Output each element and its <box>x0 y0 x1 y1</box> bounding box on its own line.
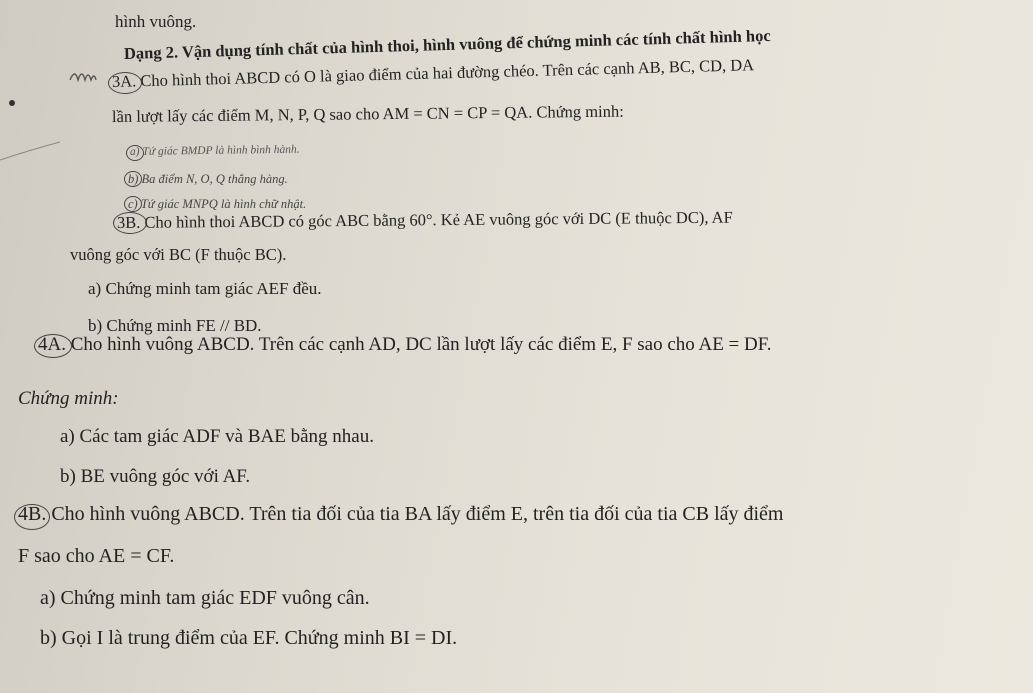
text-line-1: hình vuông. <box>115 12 197 31</box>
problem-3b-part-a: a) Chứng minh tam giác AEF đều. <box>88 279 322 298</box>
problem-3a-part-c: c) Tứ giác MNPQ là hình chữ nhật. <box>128 197 307 211</box>
section-heading: Dạng 2. Vận dụng tính chất của hình thoi, hình vuông để chứng minh các tính chất hình học <box>123 25 771 63</box>
problem-3a-line-2: lần lượt lấy các điểm M, N, P, Q sao cho AM = CN = CP = QA. Chứng minh: <box>111 101 624 126</box>
handwritten-circle-b <box>124 171 142 187</box>
problem-4a-part-b: b) BE vuông góc với AF. <box>60 466 251 487</box>
handwritten-circle-a <box>126 145 144 161</box>
problem-3b-line-2: vuông góc với BC (F thuộc BC). <box>70 245 287 264</box>
problem-4b-part-a: a) Chứng minh tam giác EDF vuông cân. <box>40 587 370 609</box>
problem-4b-line-2: F sao cho AE = CF. <box>18 545 175 567</box>
problem-4b-line-1: 4B. Cho hình vuông ABCD. Trên tia đối của tia BA lấy điểm E, trên tia đối của tia CB lấy điểm <box>18 503 784 525</box>
handwritten-circle-4b <box>14 504 50 530</box>
problem-3a-line-1: 3A. Cho hình thoi ABCD có O là giao điểm của hai đường chéo. Trên các cạnh AB, BC, CD, DA <box>111 55 755 91</box>
problem-4a-part-a: a) Các tam giác ADF và BAE bằng nhau. <box>60 426 374 447</box>
margin-scribble <box>0 60 120 260</box>
problem-3a-part-a: a) Tứ giác BMDP là hình bình hành. <box>129 143 300 158</box>
problem-3b-line-1: 3B. Cho hình thoi ABCD có góc ABC bằng 60°. Kẻ AE vuông góc với DC (E thuộc DC), AF <box>116 207 733 232</box>
problem-4a-line-1: 4A. Cho hình vuông ABCD. Trên các cạnh AD, DC lần lượt lấy các điểm E, F sao cho AE = DF. <box>38 334 772 355</box>
problem-3a-part-b: b) Ba điểm N, O, Q thẳng hàng. <box>128 172 288 186</box>
problem-4b-part-b: b) Gọi I là trung điểm của EF. Chứng minh BI = DI. <box>40 627 458 649</box>
handwritten-circle-c <box>124 196 142 212</box>
problem-4a-line-2: Chứng minh: <box>18 388 119 409</box>
problem-3b-part-b: b) Chứng minh FE // BD. <box>88 316 262 335</box>
handwritten-circle-4a <box>34 334 72 358</box>
